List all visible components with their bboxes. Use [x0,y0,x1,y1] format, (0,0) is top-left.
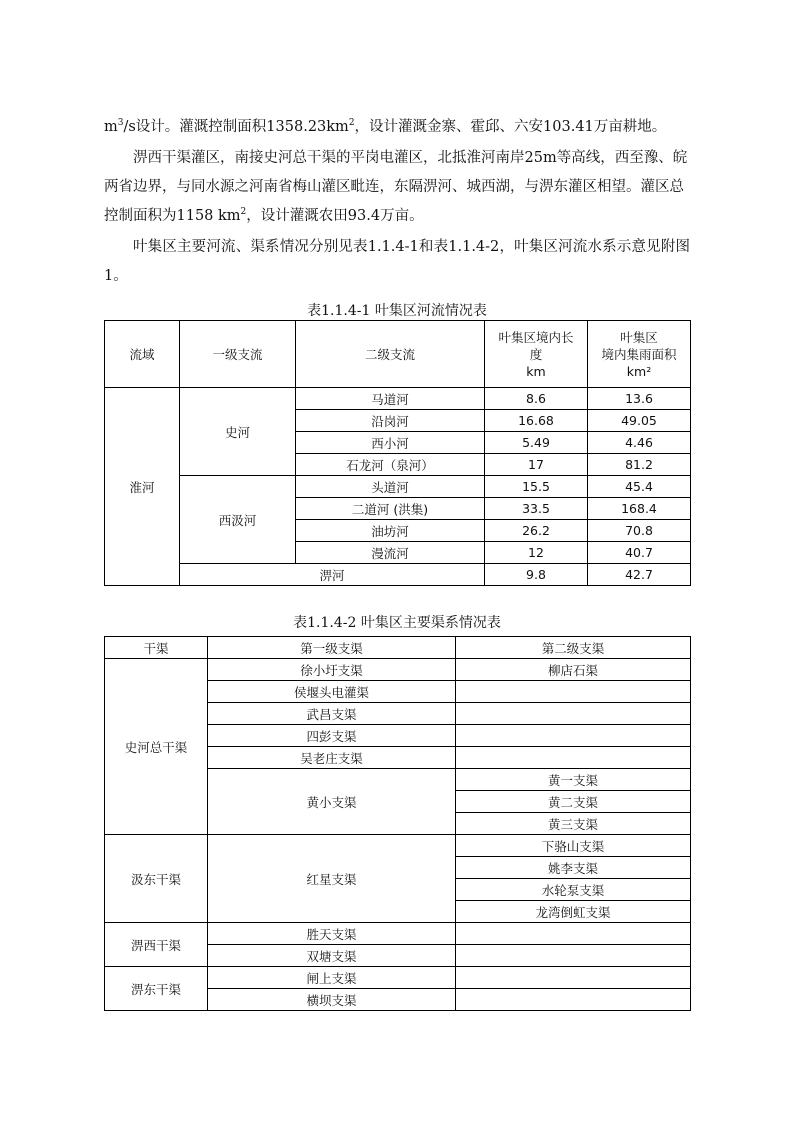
table-row [105,659,691,681]
primary-tributary-cell: 史河 [180,388,296,476]
paragraph-pixi-irrigation [104,144,690,231]
first-branch-cell: 红星支渠 [208,835,456,923]
header-basin: 流域 [105,321,180,388]
first-branch-cell: 黄小支渠 [208,769,456,835]
second-branch-cell: 黄三支渠 [456,813,691,835]
river-name: 石龙河（泉河） [296,454,485,476]
second-branch-cell [456,703,691,725]
header-main-canal: 干渠 [105,637,208,659]
river-name: 淠河 [180,564,485,586]
header-area-unit: km² [626,363,652,379]
main-canal-cell: 史河总干渠 [105,659,208,835]
superscript: 2 [240,207,247,218]
river-length: 15.5 [485,476,588,498]
first-branch-cell: 武昌支渠 [208,703,456,725]
second-branch-cell: 柳店石渠 [456,659,691,681]
canal-table [104,636,691,1011]
first-branch-cell: 侯堰头电灌渠 [208,681,456,703]
second-branch-cell [456,681,691,703]
table-row [105,476,691,498]
table1-caption: 表1.1.4-1 叶集区河流情况表 [307,303,487,319]
river-area: 49.05 [588,410,691,432]
header-second-branch: 第二级支渠 [456,637,691,659]
river-length: 5.49 [485,432,588,454]
river-length: 12 [485,542,588,564]
first-branch-cell: 胜天支渠 [208,923,456,945]
first-branch-cell: 横坝支渠 [208,989,456,1011]
header-area [588,321,691,388]
river-length: 9.8 [485,564,588,586]
river-area: 40.7 [588,542,691,564]
river-length: 16.68 [485,410,588,432]
river-area: 4.46 [588,432,691,454]
river-name: 油坊河 [296,520,485,542]
superscript: 2 [348,118,355,129]
first-branch-cell: 双塘支渠 [208,945,456,967]
second-branch-cell [456,923,691,945]
first-branch-cell: 吴老庄支渠 [208,747,456,769]
river-name: 头道河 [296,476,485,498]
second-branch-cell [456,725,691,747]
table-row [105,923,691,945]
text-run: m [104,119,118,135]
river-length: 8.6 [485,388,588,410]
river-table [104,320,691,586]
table-row [105,388,691,410]
table-header-row [105,637,691,659]
primary-tributary-cell: 西汲河 [180,476,296,564]
paragraph-table-reference: 叶集区主要河流、渠系情况分别见表1.1.4-1和表1.1.4-2，叶集区河流水系示意见附图1。 [104,239,690,284]
header-length [485,321,588,388]
river-name: 沿岗河 [296,410,485,432]
river-area: 13.6 [588,388,691,410]
river-length: 33.5 [485,498,588,520]
second-branch-cell [456,967,691,989]
river-area: 70.8 [588,520,691,542]
text-run: 淠西干渠灌区，南接史河总干渠的平岗电灌区，北抵淮河南岸25m等高线，西至豫、皖两省边界，与同水源之河南省梅山灌区毗连，东隔淠河、城西湖，与淠东灌区相望。灌区总控制面积为1158 km [104,150,688,224]
river-name: 二道河 (洪集) [296,498,485,520]
main-canal-cell: 淠西干渠 [105,923,208,967]
table-row [105,967,691,989]
header-length-unit: km [526,363,546,379]
second-branch-cell [456,989,691,1011]
second-branch-cell: 姚李支渠 [456,857,691,879]
second-branch-cell [456,945,691,967]
river-area: 168.4 [588,498,691,520]
river-length: 26.2 [485,520,588,542]
first-branch-cell: 徐小圩支渠 [208,659,456,681]
second-branch-cell: 黄一支渠 [456,769,691,791]
second-branch-cell [456,747,691,769]
table-header-row [105,321,691,388]
river-area: 45.4 [588,476,691,498]
table-row [105,564,691,586]
second-branch-cell: 龙湾倒虹支渠 [456,901,691,923]
header-length-line1: 叶集区境内长 [498,329,574,345]
main-canal-cell: 淠东干渠 [105,967,208,1011]
table2-caption: 表1.1.4-2 叶集区主要渠系情况表 [293,615,501,631]
river-area: 42.7 [588,564,691,586]
main-canal-cell: 汲东干渠 [105,835,208,923]
superscript: 3 [117,118,124,129]
table-row [105,835,691,857]
header-area-line2: 境内集雨面积 [601,346,677,362]
second-branch-cell: 黄二支渠 [456,791,691,813]
river-length: 17 [485,454,588,476]
header-area-line1: 叶集区 [620,329,658,345]
header-secondary-tributary: 二级支流 [296,321,485,388]
header-length-line2: 度 [529,346,543,362]
second-branch-cell: 水轮泵支渠 [456,879,691,901]
second-branch-cell: 下骆山支渠 [456,835,691,857]
river-name: 漫流河 [296,542,485,564]
river-area: 81.2 [588,454,691,476]
text-run: ，设计灌溉金寨、霍邱、六安103.41万亩耕地。 [354,119,667,135]
river-name: 马道河 [296,388,485,410]
first-branch-cell: 闸上支渠 [208,967,456,989]
first-branch-cell: 四彭支渠 [208,725,456,747]
header-primary-tributary: 一级支流 [180,321,296,388]
text-run: ，设计灌溉农田93.4万亩。 [246,208,424,224]
text-run: /s设计。灌溉控制面积1358.23km [123,119,349,135]
paragraph-irrigation-area [104,113,690,142]
basin-cell: 淮河 [105,388,180,586]
river-name: 西小河 [296,432,485,454]
header-first-branch: 第一级支渠 [208,637,456,659]
